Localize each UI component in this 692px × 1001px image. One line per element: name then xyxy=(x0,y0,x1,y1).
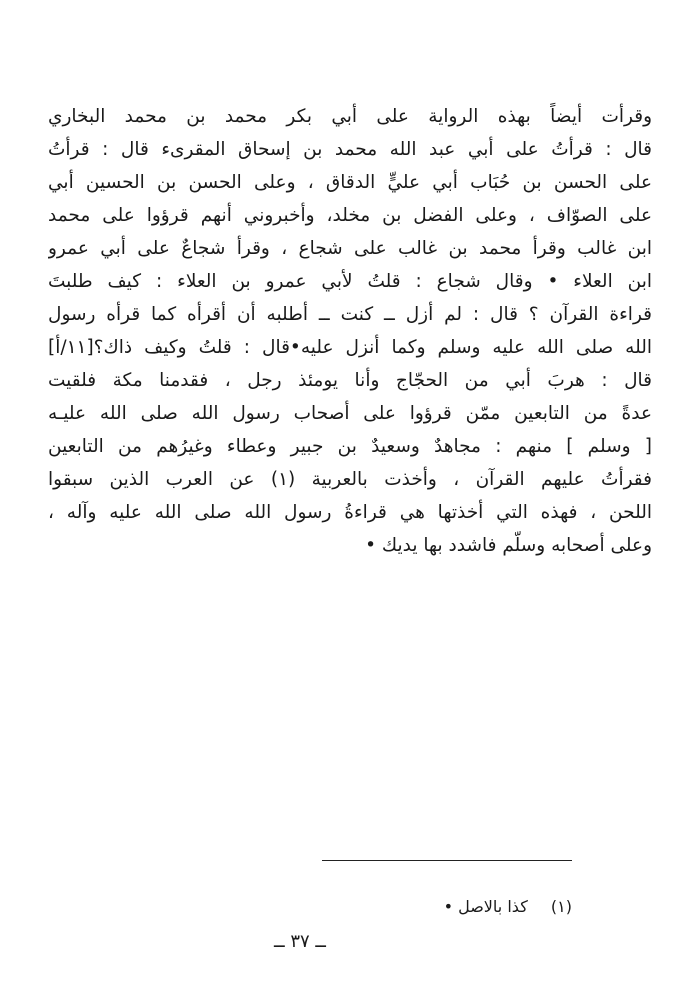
footnote-text: كذا بالاصل • xyxy=(443,897,528,916)
text-line-12: فقرأتُ عليهم القرآن ، وأخذت بالعربية (١) عن العرب الذين سبقوا xyxy=(48,469,652,490)
footnote-separator xyxy=(322,860,572,861)
text-line-8: الله صلى الله عليه وسلم وكما أنزل عليه•قال : قلتُ وكيف ذاك؟[١١/أ] xyxy=(48,337,652,358)
footnote-marker: (١) xyxy=(550,897,572,916)
footnote xyxy=(444,896,572,918)
text-line-5: ابن غالب وقرأ محمد بن غالب على شجاع ، وقرأ شجاعٌ على أبي عمرو xyxy=(48,238,652,259)
text-line-10: عدةً من التابعين ممّن قرؤوا على أصحاب رسول الله صلى الله عليـه xyxy=(48,403,652,424)
text-line-11: [ وسلم ] منهم : مجاهدٌ وسعيدٌ بن جبير وعطاء وغيرُهم من التابعين xyxy=(48,436,652,457)
text-line-4: على الصوّاف ، وعلى الفضل بن مخلد، وأخبروني أنهم قرؤوا على محمد xyxy=(48,205,652,226)
body-text xyxy=(48,100,652,562)
text-line-14: وعلى أصحابه وسلّم فاشدد بها يديك • xyxy=(365,535,652,556)
text-line-13: اللحن ، فهذه التي أخذتها هي قراءةُ رسول الله صلى الله عليه وآله ، xyxy=(48,502,652,523)
text-line-6: ابن العلاء • وقال شجاع : قلتُ لأبي عمرو بن العلاء : كيف طلبتَ xyxy=(48,271,652,292)
text-line-3: على الحسن بن حُبَاب أبي عليٍّ الدقاق ، وعلى الحسن بن الحسين أبي xyxy=(48,172,652,193)
page-number: ــ ٣٧ ــ xyxy=(274,931,326,952)
text-line-9: قال : هربَ أبي من الحجّاج وأنا يومئذ رجل ، فقدمنا مكة فلقيت xyxy=(48,370,652,391)
text-line-7: قراءة القرآن ؟ قال : لم أزل ــ كنت ــ أطلبه أن أقرأه كما قرأه رسول xyxy=(48,304,652,325)
text-line-1: وقرأت أيضاً بهذه الرواية على أبي بكر محمد بن محمد البخاري xyxy=(48,106,652,127)
text-line-2: قال : قرأتُ على أبي عبد الله محمد بن إسحاق المقرىء قال : قرأتُ xyxy=(48,139,652,160)
